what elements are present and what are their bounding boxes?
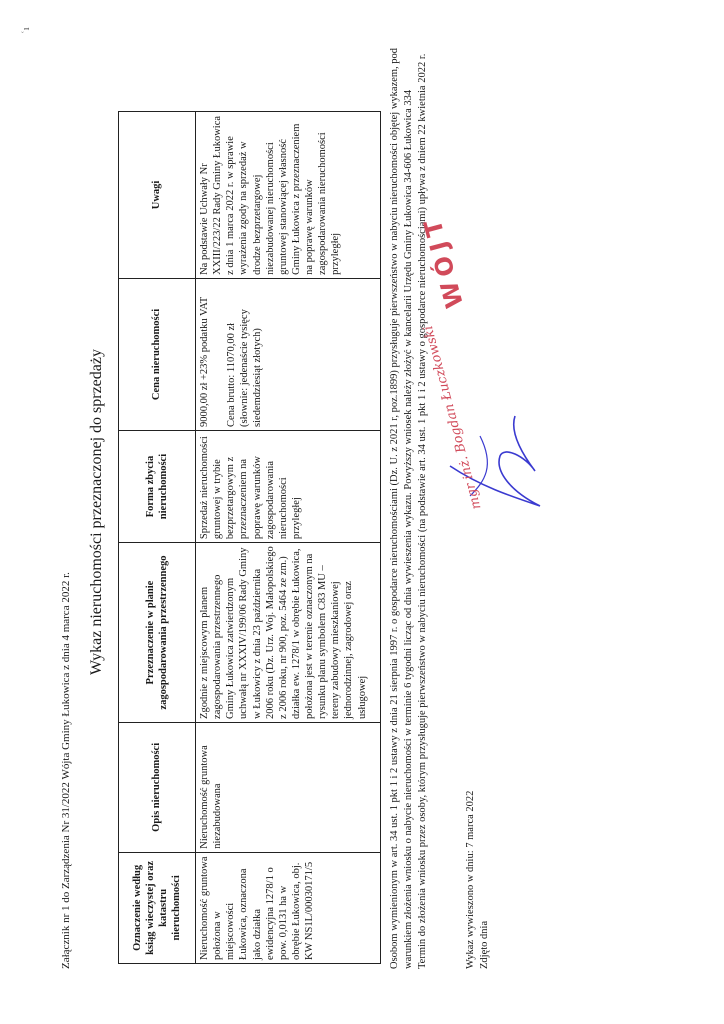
- price-gross: Cena brutto: 11070,00 zł (słownie: jedenaście tysięcy siedemdziesiąt złotych): [226, 309, 264, 427]
- header-opis: Opis nieruchomości: [119, 722, 196, 852]
- header-forma: Forma zbycia nieruchomości: [119, 430, 196, 542]
- header-cena: Cena nieruchomości: [119, 278, 196, 430]
- cell-przeznaczenie: Zgodnie z miejscowym planem zagospodarowania przestrzennego Gminy Łukowica zatwierdzonym uchwałą nr XXXIV/199/06 Rady Gminy w Łukowicy z dnia 23 października 2006 roku (Dz. Urz. Woj. Małopolskiego z 2006 roku, nr 900, poz. 5464 ze zm.) działka ew. 1278/1 w obrębie Łukowica, położona jest w terenie oznaczonym na rysunku planu symbolem C83 MU – tereny zabudowy mieszkaniowej jednorodzinnej, zagrodowej oraz usługowej: [196, 543, 381, 723]
- header-oznaczenie: Oznaczenie według ksiąg wieczystej oraz katastru nieruchomości: [119, 852, 196, 963]
- note-priority: Osobom wymienionym w art. 34 ust. 1 pkt 1 i 2 ustawy z dnia 21 sierpnia 1997 r. o gospodarce nieruchomościami (Dz. U. z 2021 r, poz.1899) przysługuje pierwszeństwo w nabyciu nieruchomości objętej wykazem, pod warunkiem złożenia wniosku o nabycie nieruchomości w terminie 6 tygodni licząc od dnia wywieszenia wykazu. Powyższy wniosek należy złożyć w kancelarii Urzędu Gminy Łukowica 34-606 Łukowica 334: [389, 47, 415, 969]
- price-net: 9000,00 zł +23% podatku VAT: [199, 296, 210, 427]
- attachment-header: Załącznik nr 1 do Zarządzenia Nr 31/2022 Wójta Gminy Łukowica z dnia 4 marca 2022 r.: [60, 572, 72, 969]
- document-title: Wykaz nieruchomości przeznaczonej do sprzedaży: [88, 349, 105, 675]
- removed-date: Zdjęto dnia: [479, 920, 491, 969]
- official-stamp: [417, 210, 570, 556]
- header-uwagi: Uwagi: [119, 112, 196, 279]
- property-table: [118, 111, 381, 964]
- cell-uwagi: Na podstawie Uchwały Nr XXIII/223/22 Rady Gminy Łukowica z dnia 1 marca 2022 r. w sprawie wyrażenia zgody na sprzedaż w drodze bezprzetargowej niezabudowanej nieruchomości gruntowej stanowiącej własność Gminy Łukowica z przeznaczeniem na poprawę warunków zagospodarowania nieruchomości przyległej: [196, 112, 381, 279]
- table-row: [196, 112, 381, 964]
- cell-cena: [196, 278, 381, 430]
- stamp-title: WÓJT: [417, 210, 470, 311]
- notes-section: [388, 44, 431, 969]
- note-deadline: Termin do złożenia wniosku przez osoby, którym przysługuje pierwszeństwo w nabyciu nieruchomości (na podstawie art. 34 ust. 1 pkt 1 i 2 ustawy o gospodarce nieruchomościami) upływa z dniem 22 kwietnia 2022 r.: [417, 53, 429, 969]
- margin-mark: ʿı: [20, 27, 32, 34]
- table-header-row: [119, 112, 196, 964]
- cell-forma: Sprzedaż nieruchomości gruntowej w trybie bezprzetargowym z przeznaczeniem na poprawę warunków zagospodarowania nieruchomości przyległej: [196, 430, 381, 542]
- cell-oznaczenie: Nieruchomość gruntowa położona w miejscowości Łukowica, oznaczona jako działka ewidencyjna 1278/1 o pow. 0,0131 ha w obrębie Łukowica, obj. KW NS1L/00030171/5: [196, 852, 381, 963]
- stamp-name: mgr inż. Bogdan Łuczkowski: [420, 323, 485, 511]
- header-przeznaczenie: Przeznaczenie w planie zagospodarowania przestrzennego: [119, 543, 196, 723]
- posted-date: Wykaz wywieszono w dniu: 7 marca 2022: [465, 790, 476, 969]
- cell-opis: Nieruchomość gruntowa niezabudowana: [196, 722, 381, 852]
- footer-section: [464, 791, 492, 969]
